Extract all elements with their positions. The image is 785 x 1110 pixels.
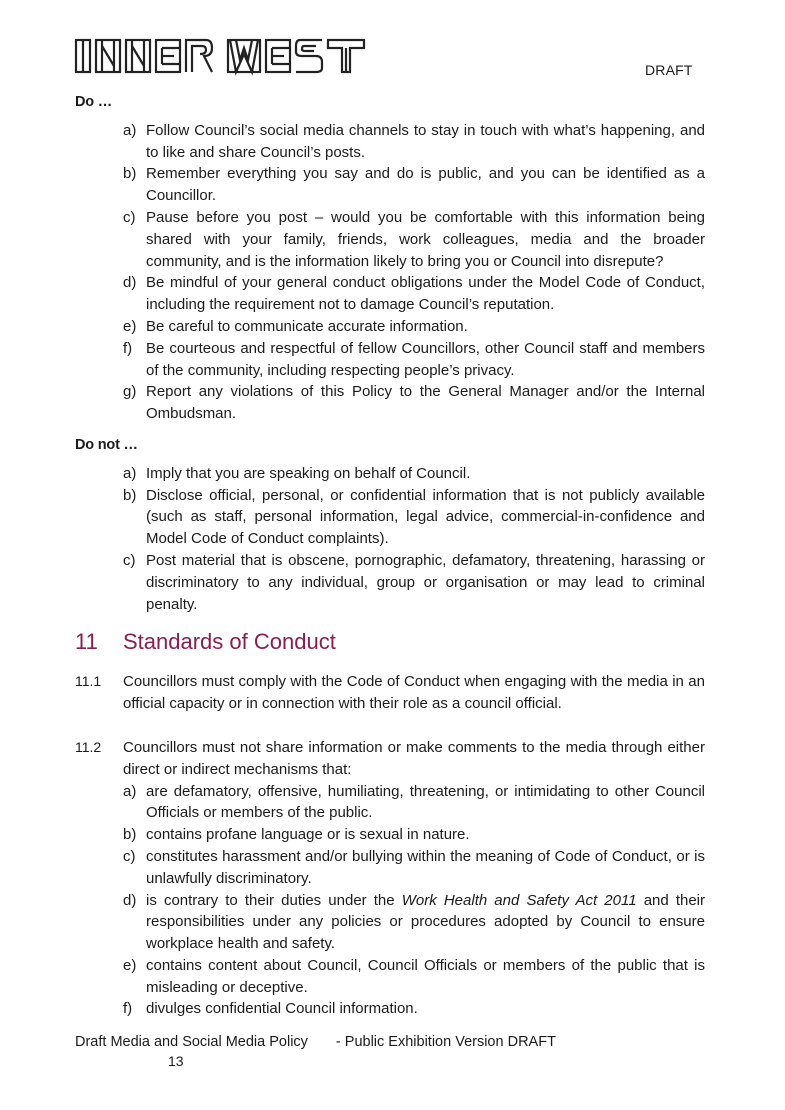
list-letter: e) bbox=[123, 956, 137, 974]
list-text: Be courteous and respectful of fellow Councillors, other Council staff and members of the community, including respecting people’s privacy. bbox=[146, 339, 705, 379]
list-text: Pause before you post – would you be comfortable with this information being shared with your family, friends, work colleagues, media and the broader community, and is the information likely to bring you or Council into disrepute? bbox=[146, 208, 705, 270]
list-item bbox=[75, 955, 705, 999]
footer-left: Draft Media and Social Media Policy bbox=[75, 1034, 308, 1050]
list-text: contains profane language or is sexual in nature. bbox=[146, 826, 470, 844]
list-item bbox=[75, 207, 705, 272]
list-letter: a) bbox=[123, 782, 137, 800]
paragraph-11-2 bbox=[75, 737, 705, 781]
section-heading bbox=[75, 627, 705, 657]
document-body bbox=[75, 92, 705, 1020]
list-letter: e) bbox=[123, 317, 137, 335]
list-text-after: and their responsibilities under any policies or procedures adopted by Council to ensure workplace health and safety. bbox=[146, 891, 706, 953]
list-text: divulges confidential Council information. bbox=[146, 1000, 418, 1018]
list-text: Post material that is obscene, pornographic, defamatory, threatening, harassing or discriminatory to any individual, group or organisation or may lead to criminal penalty. bbox=[146, 551, 705, 613]
list-text: Be careful to communicate accurate information. bbox=[146, 317, 468, 335]
list-item bbox=[75, 890, 705, 955]
list-text: Be mindful of your general conduct obligations under the Model Code of Conduct, including the requirement not to damage Council’s reputation. bbox=[146, 274, 705, 314]
paragraph-number: 11.1 bbox=[75, 673, 102, 690]
list-item bbox=[75, 824, 705, 846]
list-letter: b) bbox=[123, 486, 137, 504]
do-not-list bbox=[75, 463, 705, 616]
list-letter: c) bbox=[123, 208, 136, 226]
list-item bbox=[75, 163, 705, 207]
list-letter: f) bbox=[123, 1000, 133, 1018]
act-title: Work Health and Safety Act 2011 bbox=[401, 891, 637, 909]
do-not-heading: Do not … bbox=[75, 436, 138, 453]
list-letter: b) bbox=[123, 826, 137, 844]
paragraph-11-1 bbox=[75, 671, 705, 715]
list-item bbox=[75, 120, 705, 164]
list-item bbox=[75, 338, 705, 382]
list-text: Imply that you are speaking on behalf of Council. bbox=[146, 464, 471, 482]
list-item bbox=[75, 381, 705, 425]
list-letter: a) bbox=[123, 464, 137, 482]
list-text-before: is contrary to their duties under the bbox=[146, 891, 402, 909]
list-item bbox=[75, 485, 705, 550]
list-text: Report any violations of this Policy to the General Manager and/or the Internal Ombudsman. bbox=[146, 383, 705, 423]
list-item bbox=[75, 998, 705, 1020]
draft-label: DRAFT bbox=[645, 62, 693, 78]
page-number: 13 bbox=[168, 1053, 184, 1069]
list-letter: b) bbox=[123, 165, 137, 183]
list-text: constitutes harassment and/or bullying within the meaning of Code of Conduct, or is unlawfully discriminatory. bbox=[146, 847, 705, 887]
list-letter: c) bbox=[123, 551, 136, 569]
do-heading: Do … bbox=[75, 94, 113, 110]
list-text: Remember everything you say and do is public, and you can be identified as a Councillor. bbox=[146, 165, 705, 205]
list-item bbox=[75, 272, 705, 316]
list-item bbox=[75, 781, 705, 825]
list-letter: d) bbox=[123, 274, 137, 292]
list-text: Disclose official, personal, or confidential information that is not publicly available (such as staff, personal information, legal advice, commercial-in-confidence and Model Code of Conduct complaints). bbox=[146, 486, 705, 548]
list-text: contains content about Council, Council Officials or members of the public that is misleading or deceptive. bbox=[146, 956, 705, 996]
footer-right: - Public Exhibition Version DRAFT bbox=[335, 1034, 556, 1050]
paragraph-text: Councillors must not share information or make comments to the media through either direct or indirect mechanisms that: bbox=[123, 738, 705, 778]
list-letter: g) bbox=[123, 383, 137, 401]
list-item bbox=[75, 463, 705, 485]
list-text: Follow Council’s social media channels to stay in touch with what’s happening, and to like and share Council’s posts. bbox=[146, 121, 705, 161]
list-letter: f) bbox=[123, 339, 133, 357]
list-item bbox=[75, 550, 705, 615]
paragraph-text: Councillors must comply with the Code of Conduct when engaging with the media in an official capacity or in connection with their role as a council official. bbox=[123, 673, 705, 713]
list-letter: c) bbox=[123, 847, 136, 865]
do-list bbox=[75, 120, 705, 425]
list-letter: d) bbox=[123, 891, 137, 909]
conduct-list bbox=[75, 781, 705, 1021]
list-text: are defamatory, offensive, humiliating, threatening, or intimidating to other Council Officials or members of the public. bbox=[146, 782, 705, 822]
page-footer bbox=[75, 1031, 556, 1053]
list-item bbox=[75, 846, 705, 890]
paragraph-number: 11.2 bbox=[75, 738, 102, 755]
list-item bbox=[75, 316, 705, 338]
inner-west-logo bbox=[74, 36, 368, 76]
section-number: 11 bbox=[75, 629, 98, 655]
section-title: Standards of Conduct bbox=[123, 629, 336, 655]
list-letter: a) bbox=[123, 121, 137, 139]
